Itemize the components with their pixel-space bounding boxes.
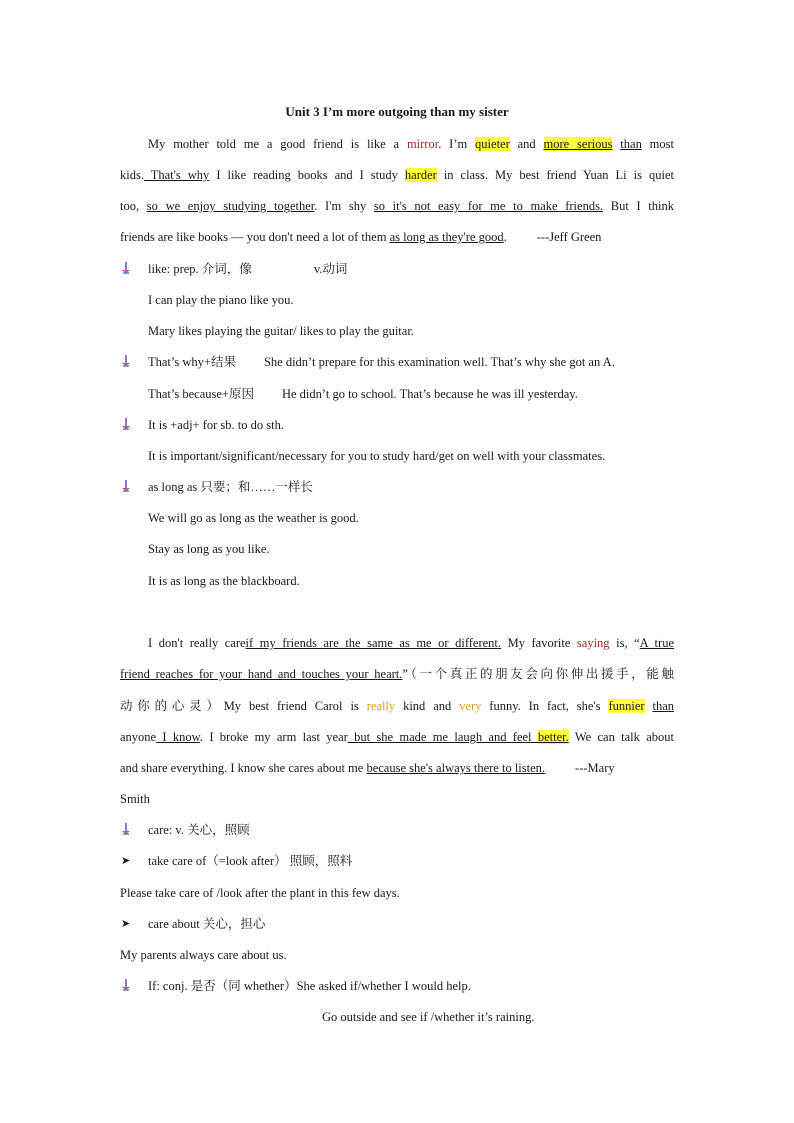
word-mirror: mirror <box>406 137 439 151</box>
text-run: I don't really care <box>148 636 246 650</box>
phrase-always-there: because she's always there to listen. <box>366 761 546 775</box>
word-better: better. <box>537 730 569 744</box>
pin-bullet-icon <box>120 978 132 992</box>
text-run: . I broke my arm last year <box>199 730 348 744</box>
word-funnier: funnier <box>608 699 645 713</box>
note-as-long-as: as long as 只要；和……一样长 <box>148 480 313 494</box>
note-it-is-example: It is important/significant/necessary for you to study hard/get on well with your classmates. <box>148 449 606 463</box>
phrase-same-or-different: if my friends are the same as me or different. <box>245 636 502 650</box>
note-it-is: It is +adj+ for sb. to do sth. <box>148 418 284 432</box>
pin-bullet-icon <box>120 479 132 493</box>
phrase-thats-why: That's why <box>143 168 210 182</box>
arrow-bullet-icon: ➤ <box>121 854 131 867</box>
paragraph-2-line-5 <box>120 760 674 776</box>
text-run: funny. In fact, she's <box>481 699 609 713</box>
page-title: Unit 3 I’m more outgoing than my sister <box>285 104 509 119</box>
pin-bullet-icon <box>120 354 132 368</box>
phrase-enjoy-studying: so we enjoy studying together <box>146 199 315 213</box>
text-run: is, “ <box>609 636 640 650</box>
word-saying: saying <box>576 636 610 650</box>
text-run: . I'm shy <box>314 199 374 213</box>
author-jeff-green: ---Jeff Green <box>536 230 602 244</box>
note-care-about: care about 关心，担心 <box>148 917 266 931</box>
pin-bullet-icon <box>120 822 132 836</box>
paragraph-2-line-3 <box>120 698 674 714</box>
phrase-not-easy: so it's not easy for me to make friends. <box>373 199 604 213</box>
pin-bullet-icon <box>120 261 132 275</box>
paragraph-2-line-4 <box>120 729 674 745</box>
text-run: 动你的心灵）My best friend Carol is <box>120 699 367 713</box>
text-run: like: prep. 介词，像 <box>148 262 252 276</box>
text-run: kind and <box>395 699 460 713</box>
word-harder: harder <box>404 168 437 182</box>
note-if-example: Go outside and see if /whether it’s raining. <box>322 1010 535 1024</box>
word-very: very <box>459 699 482 713</box>
text-run: If: conj. 是否（同 whether） <box>148 979 297 993</box>
note-as-long-as-example-2: Stay as long as you like. <box>148 542 270 556</box>
phrase-i-know: I know <box>156 730 200 744</box>
text-run: We can talk about <box>568 730 674 744</box>
text-run: . <box>503 230 507 244</box>
text-run: and share everything. I know she cares about me <box>120 761 367 775</box>
phrase-made-me-laugh: but she made me laugh and feel <box>347 730 538 744</box>
word-more-serious: more serious <box>543 137 613 151</box>
text-run: He didn’t go to school. That’s because he was ill yesterday. <box>281 387 578 401</box>
note-as-long-as-example-1: We will go as long as the weather is good. <box>148 511 359 525</box>
note-if <box>148 978 674 994</box>
phrase-as-long-as: as long as they're good <box>389 230 504 244</box>
text-run: That’s why+结果 <box>148 355 236 369</box>
paragraph-1-line-4 <box>120 229 674 245</box>
text-run: . I’m <box>438 137 476 151</box>
text-run: ”（一个真正的朋友会向你伸出援手，能触 <box>402 667 674 681</box>
author-mary: ---Mary <box>575 761 615 775</box>
paragraph-2-line-2 <box>120 666 674 682</box>
text-run: I like reading books and I study <box>209 168 405 182</box>
paragraph-2-line-1 <box>120 635 674 651</box>
note-take-care-of-example: Please take care of /look after the plant in this few days. <box>120 886 400 900</box>
text-run: That’s because+原因 <box>148 387 254 401</box>
note-like-example-1: I can play the piano like you. <box>148 293 294 307</box>
word-than: than <box>620 137 642 151</box>
text-run: in class. My best friend Yuan Li is quiet <box>436 168 674 182</box>
note-as-long-as-example-3: It is as long as the blackboard. <box>148 574 300 588</box>
paragraph-1-line-3 <box>120 198 674 214</box>
phrase-true-friend: friend reaches for your hand and touches your heart. <box>120 667 403 681</box>
text-run: too, <box>120 199 147 213</box>
text-run: My favorite <box>501 636 577 650</box>
text-run: friends are like books — you don't need a lot of them <box>120 230 390 244</box>
note-take-care-of: take care of（=look after） 照顾，照料 <box>148 854 353 868</box>
word-than: than <box>652 699 674 713</box>
text-run: most <box>641 137 674 151</box>
note-thats-why <box>148 354 674 370</box>
note-care: care: v. 关心，照顾 <box>148 823 250 837</box>
paragraph-1-line-2 <box>120 167 674 183</box>
pin-bullet-icon <box>120 417 132 431</box>
note-like <box>148 261 674 277</box>
text-run: She asked if/whether I would help. <box>296 979 471 993</box>
text-run: and <box>509 137 544 151</box>
text-run: She didn’t prepare for this examination well. That’s why she got an A. <box>263 355 615 369</box>
text-run: But I think <box>603 199 675 213</box>
paragraph-2-line-6: Smith <box>120 792 150 806</box>
paragraph-1-line-1 <box>120 136 674 152</box>
phrase-a-true: A true <box>639 636 674 650</box>
arrow-bullet-icon: ➤ <box>121 917 131 930</box>
note-like-example-2: Mary likes playing the guitar/ likes to play the guitar. <box>148 324 414 338</box>
note-thats-because <box>148 386 674 402</box>
word-really: really <box>366 699 396 713</box>
text-run: v.动词 <box>313 262 348 276</box>
text-run: My mother told me a good friend is like a <box>148 137 407 151</box>
text-run: kids. <box>120 168 144 182</box>
note-care-about-example: My parents always care about us. <box>120 948 287 962</box>
text-run: anyone <box>120 730 157 744</box>
word-quieter: quieter <box>475 137 510 151</box>
